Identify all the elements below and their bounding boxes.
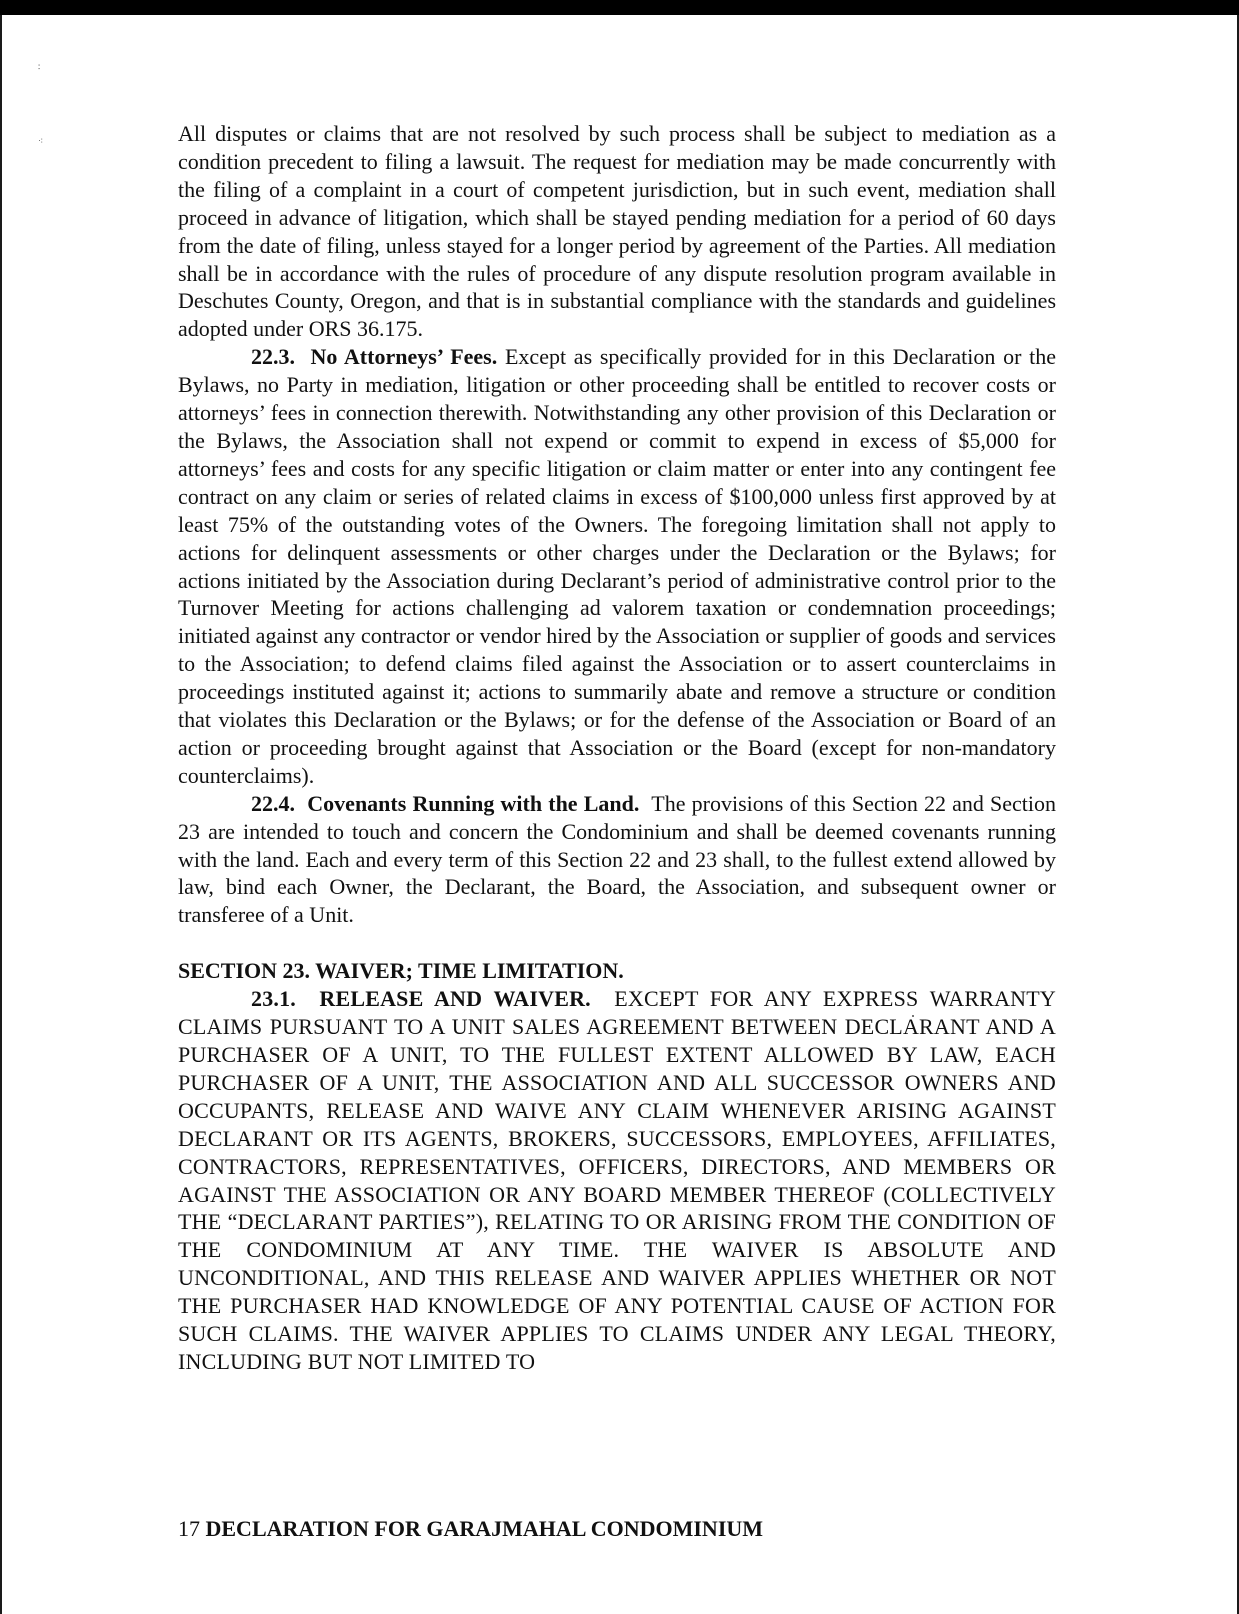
section-22-4-body: The provisions of this Section 22 and Section 23 are intended to touch and concern the Condominium and shall be deemed covenants running with the land. Each and every term of this Section 22 and 23 shall, to the fullest extend allowed by law, bind each Owner, the Declarant, the Board, the Association, and subsequent owner or transferee of a Unit. (178, 790, 1057, 928)
section-22-3 (178, 343, 1056, 790)
margin-scan-mark: ∶ (38, 63, 41, 73)
section-22-4 (178, 790, 1056, 930)
section-23-heading: SECTION 23. WAIVER; TIME LIMITATION. (178, 958, 624, 984)
margin-scan-mark: ⁖ (38, 137, 44, 147)
page-footer (178, 1515, 763, 1543)
continuation-paragraph: All disputes or claims that are not resolved by such process shall be subject to mediation as a condition precedent to filing a lawsuit. The request for mediation may be made concurrently with the filing of a complaint in a court of competent jurisdiction, but in such event, mediation shall proceed in advance of litigation, which shall be stayed pending mediation for a period of 60 days from the date of filing, unless stayed for a longer period by agreement of the Parties. All mediation shall be in accordance with the rules of procedure of any dispute resolution program available in Deschutes County, Oregon, and that is in substantial compliance with the standards and guidelines adopted under ORS 36.175. (178, 121, 1056, 342)
page-number: 17 (178, 1516, 200, 1541)
scan-top-border (0, 0, 1239, 15)
document-body (178, 120, 1056, 1376)
footer-document-title: DECLARATION FOR GARAJMAHAL CONDOMINIUM (205, 1516, 764, 1541)
section-22-4-number: 22.4. (251, 790, 295, 816)
section-22-3-body: Except as specifically provided for in this Declaration or the Bylaws, no Party in mediation, litigation or other proceeding shall be entitled to recover costs or attorneys’ fees in connection therewith. Notwithstanding any other provision of this Declaration or the Bylaws, the Association shall not expend or commit to expend in excess of $5,000 for attorneys’ fees and costs for any specific litigation or claim matter or enter into any contingent fee contract on any claim or series of related claims in excess of $100,000 unless first approved by at least 75% of the outstanding votes of the Owners. The foregoing limitation shall not apply to actions for delinquent assessments or other charges under the Declaration or the Bylaws; for actions initiated by the Association during Declarant’s period of administrative control prior to the Turnover Meeting for actions challenging ad valorem taxation or condemnation proceedings; initiated against any contractor or vendor hired by the Association or supplier of goods and services to the Association; to defend claims filed against the Association or to assert counterclaims in proceedings instituted against it; actions to summarily abate and remove a structure or condition that violates this Declaration or the Bylaws; or for the defense of the Association or Board of an action or proceeding brought against that Association or the Board (except for non-mandatory counterclaims). (178, 344, 1057, 788)
section-22-3-title: No Attorneys’ Fees. (310, 344, 498, 370)
section-23-1-body: EXCEPT FOR ANY EXPRESS WARRANTY CLAIMS PURSUANT TO A UNIT SALES AGREEMENT BETWEEN DECLARANT AND A PURCHASER OF A UNIT, TO THE FULLEST EXTENT ALLOWED BY LAW, EACH PURCHASER OF A UNIT, THE ASSOCIATION AND ALL SUCCESSOR OWNERS AND OCCUPANTS, RELEASE AND WAIVE ANY CLAIM WHENEVER ARISING AGAINST DECLARANT OR ITS AGENTS, BROKERS, SUCCESSORS, EMPLOYEES, AFFILIATES, CONTRACTORS, REPRESENTATIVES, OFFICERS, DIRECTORS, AND MEMBERS OR AGAINST THE ASSOCIATION OR ANY BOARD MEMBER THEREOF (COLLECTIVELY THE “DECLARANT PARTIES”), RELATING TO OR ARISING FROM THE CONDITION OF THE CONDOMINIUM AT ANY TIME. THE WAIVER IS ABSOLUTE AND UNCONDITIONAL, AND THIS RELEASE AND WAIVER APPLIES WHETHER OR NOT THE PURCHASER HAD KNOWLEDGE OF ANY POTENTIAL CAUSE OF ACTION FOR SUCH CLAIMS. THE WAIVER APPLIES TO CLAIMS UNDER ANY LEGAL THEORY, INCLUDING BUT NOT LIMITED TO (178, 986, 1056, 1374)
section-23-1-title: RELEASE AND WAIVER. (319, 986, 591, 1012)
section-22-4-title: Covenants Running with the Land. (307, 790, 640, 816)
section-22-3-number: 22.3. (251, 344, 295, 370)
section-23-1-number: 23.1. (251, 986, 296, 1012)
section-23-1 (178, 985, 1056, 1376)
scan-left-border (0, 15, 2, 1614)
